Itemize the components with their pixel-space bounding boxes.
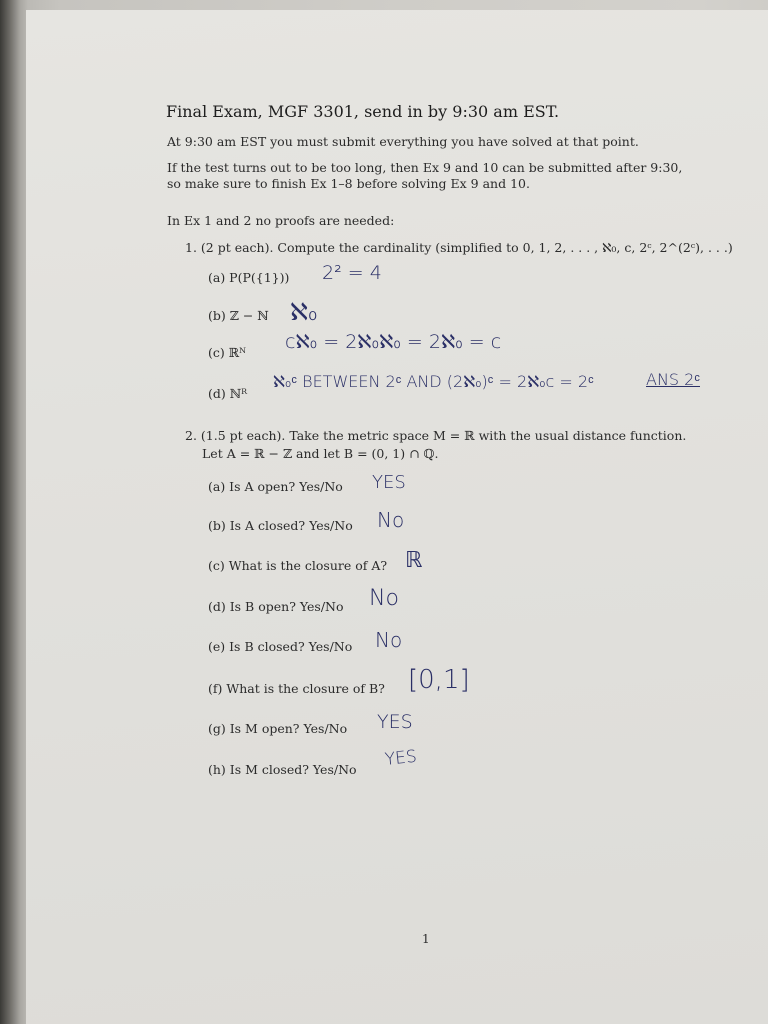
- q2f-label: (f) What is the closure of B?: [208, 681, 385, 696]
- q2g-label: (g) Is M open? Yes/No: [208, 721, 348, 736]
- q1c-answer: cℵ₀ = 2ℵ₀ℵ₀ = 2ℵ₀ = c: [285, 331, 502, 353]
- q2c-label: (c) What is the closure of A?: [208, 558, 388, 573]
- q2f-answer: [0,1]: [408, 665, 470, 695]
- submission-note: At 9:30 am EST you must submit everything you have solved at that point.: [167, 134, 639, 149]
- q1b-label: (b) ℤ − ℕ: [208, 308, 269, 323]
- q2-prompt-line1: 2. (1.5 pt each). Take the metric space M = ℝ with the usual distance function.: [185, 428, 687, 443]
- length-note-line1: If the test turns out to be too long, then Ex 9 and 10 can be submitted after 9:30,: [167, 160, 683, 175]
- instruction: In Ex 1 and 2 no proofs are needed:: [167, 213, 395, 228]
- q2b-answer: No: [377, 508, 405, 532]
- q1d-answer: ℵ₀ᶜ BETWEEN 2ᶜ AND (2ℵ₀)ᶜ = 2ℵ₀c = 2ᶜ: [273, 372, 594, 391]
- q1d-final-answer: ANS 2ᶜ: [646, 370, 700, 389]
- q2d-label: (d) Is B open? Yes/No: [208, 599, 344, 614]
- q2h-answer: YES: [383, 746, 418, 770]
- q2c-answer: ℝ: [405, 548, 423, 573]
- q2e-label: (e) Is B closed? Yes/No: [208, 639, 353, 654]
- q1c-label: (c) ℝᴺ: [208, 345, 247, 360]
- q2b-label: (b) Is A closed? Yes/No: [208, 518, 353, 533]
- page-number: 1: [422, 932, 430, 946]
- length-note-line2: so make sure to finish Ex 1–8 before solving Ex 9 and 10.: [167, 176, 530, 191]
- q1a-answer: 2² = 4: [322, 262, 382, 284]
- q2g-answer: YES: [377, 711, 413, 733]
- q1d-label: (d) ℕᴿ: [208, 386, 248, 401]
- exam-title: Final Exam, MGF 3301, send in by 9:30 am EST.: [166, 102, 560, 121]
- q1-prompt: 1. (2 pt each). Compute the cardinality (simplified to 0, 1, 2, . . . , ℵ₀, c, 2ᶜ, 2^(2ᶜ), . . .): [185, 240, 733, 255]
- q2h-label: (h) Is M closed? Yes/No: [208, 762, 357, 777]
- q1a-label: (a) P(P({1})): [208, 270, 290, 285]
- q1b-answer: ℵ₀: [290, 298, 318, 326]
- q2-prompt-line2: Let A = ℝ − ℤ and let B = (0, 1) ∩ ℚ.: [202, 446, 439, 461]
- q2a-label: (a) Is A open? Yes/No: [208, 479, 343, 494]
- q2e-answer: No: [375, 628, 403, 652]
- q2d-answer: No: [369, 586, 399, 611]
- q2a-answer: YES: [372, 472, 406, 493]
